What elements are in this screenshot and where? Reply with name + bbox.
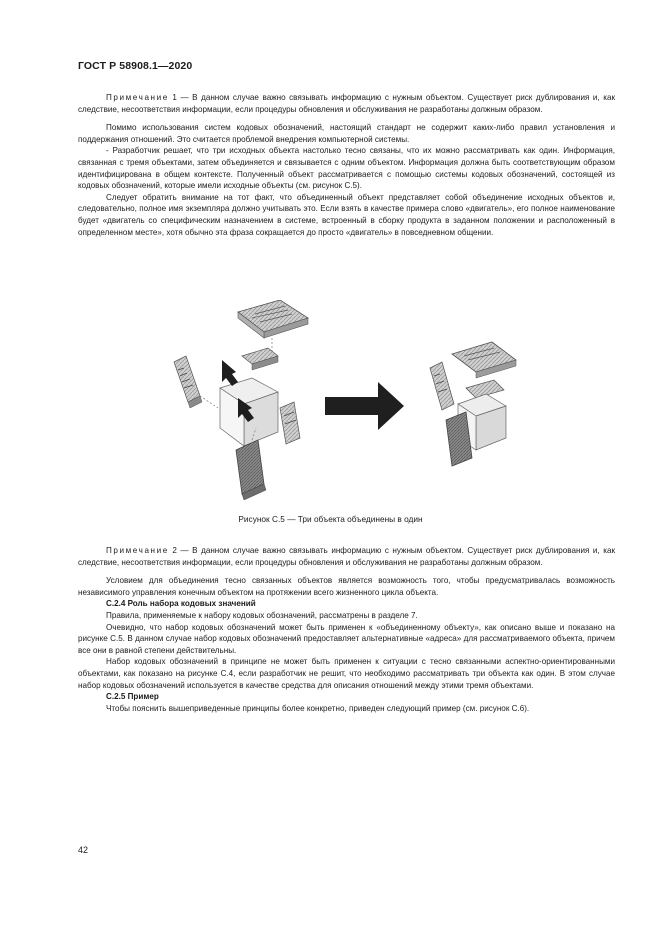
note-2-label: Примечание	[106, 546, 169, 555]
paragraph: Условием для объединения тесно связанных объектов является возможность того, чтобы предусматривалась возможность независимого управления конечным объектом на протяжении всего жизненного цикла объекта.	[78, 576, 615, 597]
transform-arrow	[325, 382, 404, 430]
paragraph: Помимо использования систем кодовых обозначений, настоящий стандарт не содержит каких-либо правил установления и поддержания отношений. Это считается проблемой внедрения компьютерной системы.	[78, 123, 615, 144]
separate-objects	[174, 300, 308, 500]
note-1	[78, 92, 615, 115]
text-block-top	[78, 92, 615, 238]
text-block-bottom	[78, 545, 615, 714]
paragraph: - Разработчик решает, что три исходных объекта настолько тесно связаны, что их можно рассматривать как один. Информация, связанная с тремя объектами, затем объединяется и связывается с одним объектом. Информация должна быть соответствующим образом идентифицирована в общем контексте. Полученный объект рассматривается с помощью системы кодовых обозначений, состоящей из кодовых обозначений, которые имели исходные объекты (см. рисунок С.5).	[78, 146, 615, 191]
combined-object	[430, 342, 516, 466]
paragraph: Правила, применяемые к набору кодовых обозначений, рассматрены в разделе 7.	[106, 610, 418, 620]
paragraph: Набор кодовых обозначений в принципе не может быть применен к ситуации с тесно связанными аспектно-ориентированными объектами, как показано на рисунке С.4, если разработчик не решит, что необходимо рассматривать три объекта как один. В этом случае набор кодовых обозначений используется в качестве средства для описания отношений между этими тремя объектами.	[78, 657, 615, 690]
panel-object-right	[280, 402, 300, 444]
note-1-text: 1 — В данном случае важно связывать информацию с нужным объектом. Существует риск дублирования и, как следствие, несоответствия информации, если процедуры обновления и обслуживания не разработаны должным образом.	[78, 93, 615, 114]
panel-object-left	[174, 356, 218, 408]
figure-c5	[160, 300, 520, 505]
figure-caption: Рисунок С.5 — Три объекта объединены в один	[238, 514, 423, 524]
page-number: 42	[78, 845, 89, 855]
note-2-text: 2 — В данном случае важно связывать информацию с нужным объектом. Существует риск дублирования и, как следствие, несоответствия информации, если процедуры обновления и обслуживания не разработаны должным образом.	[78, 546, 615, 567]
chip-object	[242, 348, 278, 370]
paragraph: Следует обратить внимание на тот факт, что объединенный объект представляет собой объединение исходных объектов и, следовательно, полное имя экземпляра должно учитывать это. Если взять в качестве примера слово «двигатель», его полное наименование будет «двигатель со специфическим назначением в системе, встроенный в сборку продукта в заданном положении и расположенный в определенном месте», хотя обычно эта фраза сокращается до просто «двигатель» в повседневном общении.	[78, 192, 615, 237]
paragraph: Чтобы пояснить вышеприведенные принципы более конкретно, приведен следующий пример (см. рисунок С.6).	[106, 703, 530, 713]
section-heading-c25: С.2.5 Пример	[106, 692, 159, 702]
standard-header: ГОСТ Р 58908.1—2020	[78, 60, 193, 72]
note-2	[78, 545, 615, 568]
paragraph: Очевидно, что набор кодовых обозначений может быть применен к «объединенному объекту», как описано выше и показано на рисунке С.5. В данном случае набор кодовых обозначений предоставляет альтернативные «адреса» для рассматриваемого объекта, причем все они в равной степени действительны.	[78, 622, 615, 655]
section-heading-c24: С.2.4 Роль набора кодовых значений	[106, 599, 256, 609]
note-1-label: Примечание	[106, 93, 169, 102]
